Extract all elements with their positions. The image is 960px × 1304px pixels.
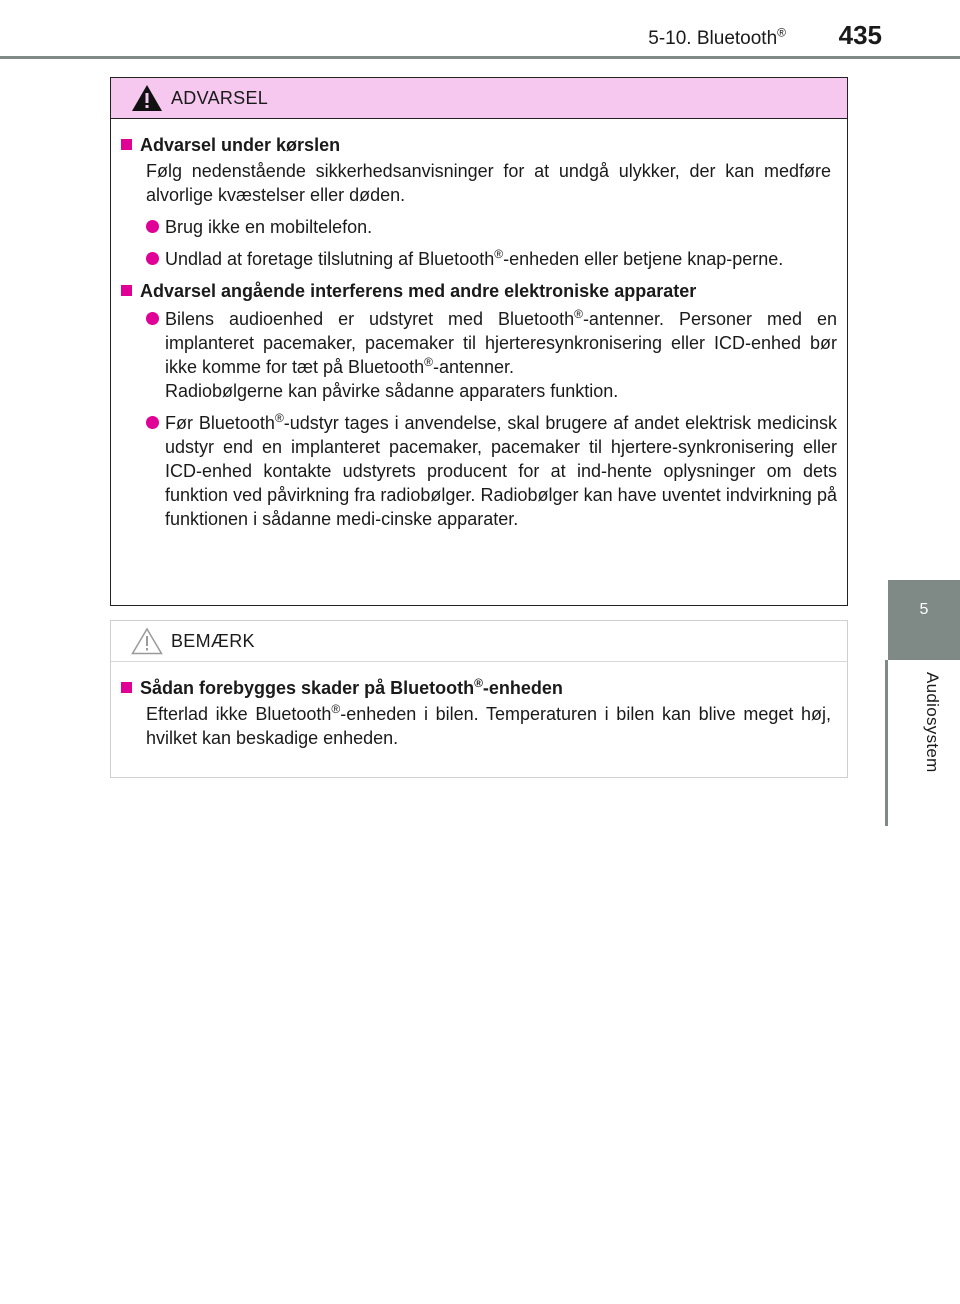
registered-mark: ® (777, 25, 786, 40)
square-bullet-icon (121, 682, 132, 693)
notice-title: BEMÆRK (171, 631, 255, 651)
caution-icon (131, 627, 163, 655)
round-bullet-icon (146, 312, 159, 325)
list-item: Brug ikke en mobiltelefon. (146, 215, 837, 239)
warning-box-header (111, 78, 847, 119)
notice-box (110, 620, 848, 778)
round-bullet-icon (146, 416, 159, 429)
list-item: Undlad at foretage tilslutning af Bluetooth®-enheden eller betjene knap-perne. (146, 247, 837, 271)
section-intro: Følg nedenstående sikkerhedsanvisninger for at undgå ulykker, der kan medføre alvorlige kvæstelser eller døden. (146, 161, 831, 205)
section-heading: Advarsel angående interferens med andre elektroniske apparater (121, 279, 837, 303)
list-item: Før Bluetooth®-udstyr tages i anvendelse, skal brugere af andet elektrisk medicinsk udstyr end en implanteret pacemaker, pacemaker til hjertere-synkronisering eller ICD-enhed kontakte udstyrets producent for at ind-hente oplysninger om dets funktion ved påvirkning fra radiobølger. Radiobølger kan have uventet indvirkning på funktionen i sådanne medi-cinske apparater. (146, 411, 837, 531)
notice-body: Efterlad ikke Bluetooth®-enheden i bilen. Temperaturen i bilen kan blive meget høj, hvilket kan beskadige enheden. (146, 702, 831, 748)
warning-title: ADVARSEL (171, 88, 269, 108)
round-bullet-icon (146, 252, 159, 265)
square-bullet-icon (121, 285, 132, 296)
header-rule (0, 56, 960, 59)
round-bullet-icon (146, 220, 159, 233)
notice-box-header (111, 621, 847, 662)
warning-box (110, 77, 848, 606)
chapter-number-tab: 5 (888, 580, 960, 660)
section-title: 5-10. Bluetooth® (648, 25, 786, 49)
square-bullet-icon (121, 139, 132, 150)
page-number: 435 (838, 20, 882, 50)
section-heading: Advarsel under kørslen (121, 133, 837, 157)
list-item: Bilens audioenhed er udstyret med Bluetooth®-antenner. Personer med en implanteret pacemaker, pacemaker til hjerteresynkronisering eller ICD-enhed bør ikke komme for tæt på Bluetooth®-antenner. Radiobølgerne kan påvirke sådanne apparaters funktion. (146, 307, 837, 403)
chapter-label: Audiosystem (923, 672, 942, 773)
notice-heading: Sådan forebygges skader på Bluetooth®-enheden (121, 676, 837, 700)
warning-icon (131, 84, 163, 112)
